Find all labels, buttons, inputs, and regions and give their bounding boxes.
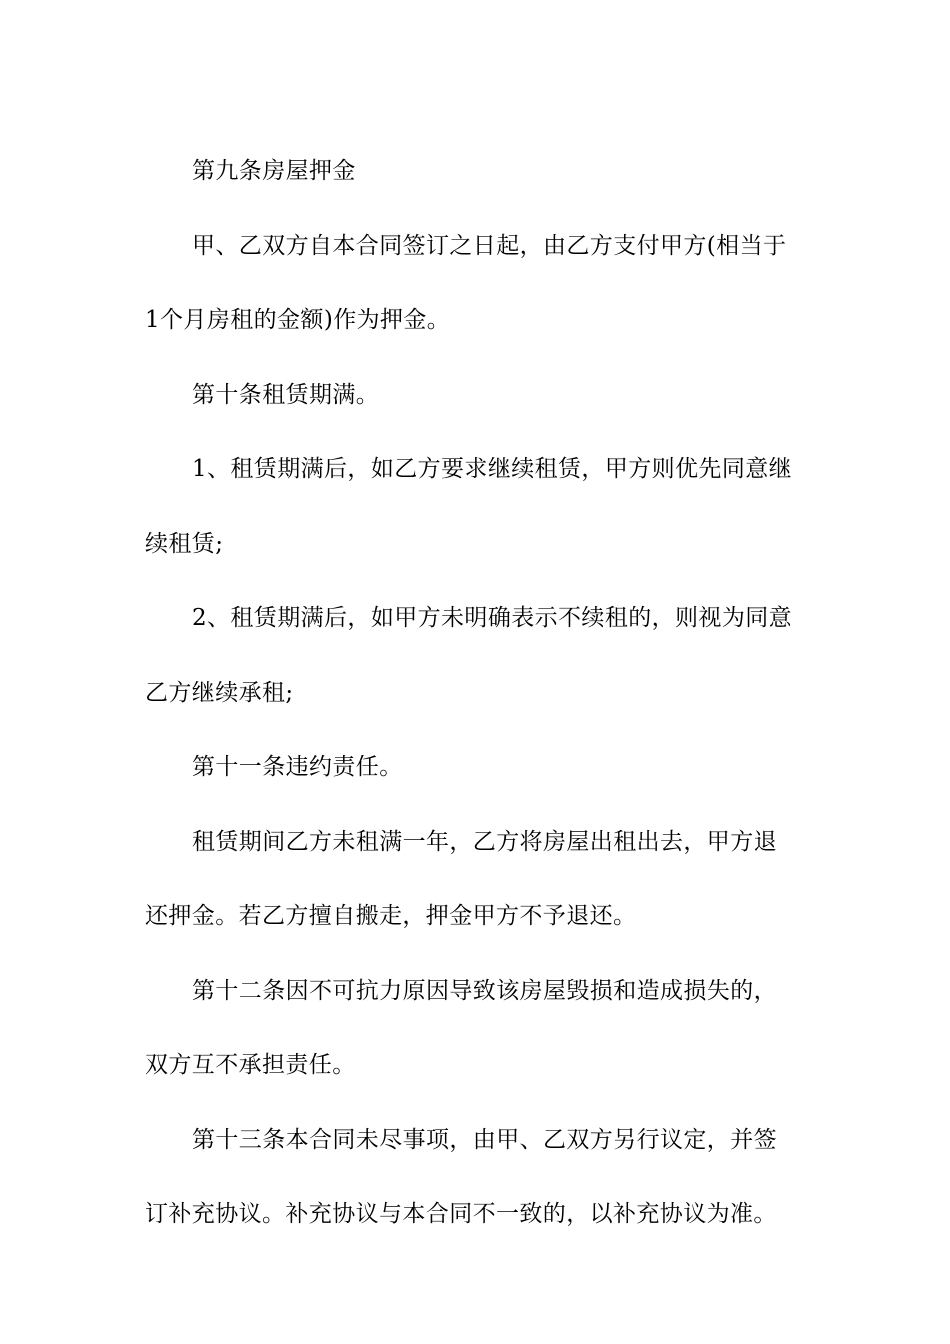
article-10-heading: 第十条租赁期满。 (192, 381, 380, 408)
article-11-text-line-1: 租赁期间乙方未租满一年，乙方将房屋出租出去，甲方退 (192, 828, 777, 855)
article-12-text-line-2: 双方互不承担责任。 (145, 1052, 356, 1078)
article-10-item-2-line-2: 乙方继续承租; (145, 679, 294, 706)
article-10-item-2-line-1: 2、租赁期满后，如甲方未明确表示不续租的，则视为同意 (192, 605, 793, 631)
article-11-heading: 第十一条违约责任。 (192, 754, 403, 780)
document-body (145, 134, 810, 1252)
article-12-text-line-1: 第十二条因不可抗力原因导致该房屋毁损和造成损失的， (192, 977, 777, 1004)
article-9-text-line-1: 甲、乙双方自本合同签订之日起，由乙方支付甲方(相当于 (192, 232, 787, 259)
article-11-text-line-2: 还押金。若乙方擅自搬走，押金甲方不予退还。 (145, 903, 637, 929)
article-10-item-1-line-1: 1、租赁期满后，如乙方要求继续租赁，甲方则优先同意继 (192, 456, 793, 482)
article-13-text-line-1: 第十三条本合同未尽事项，由甲、乙双方另行议定，并签 (192, 1126, 777, 1153)
article-13-text-line-2: 订补充协议。补充协议与本合同不一致的，以补充协议为准。 (145, 1201, 777, 1227)
article-9-heading: 第九条房屋押金 (192, 158, 356, 184)
article-9-text-line-2: 1个月房租的金额)作为押金。 (145, 307, 451, 333)
article-10-item-1-line-2: 续租赁; (145, 530, 224, 557)
